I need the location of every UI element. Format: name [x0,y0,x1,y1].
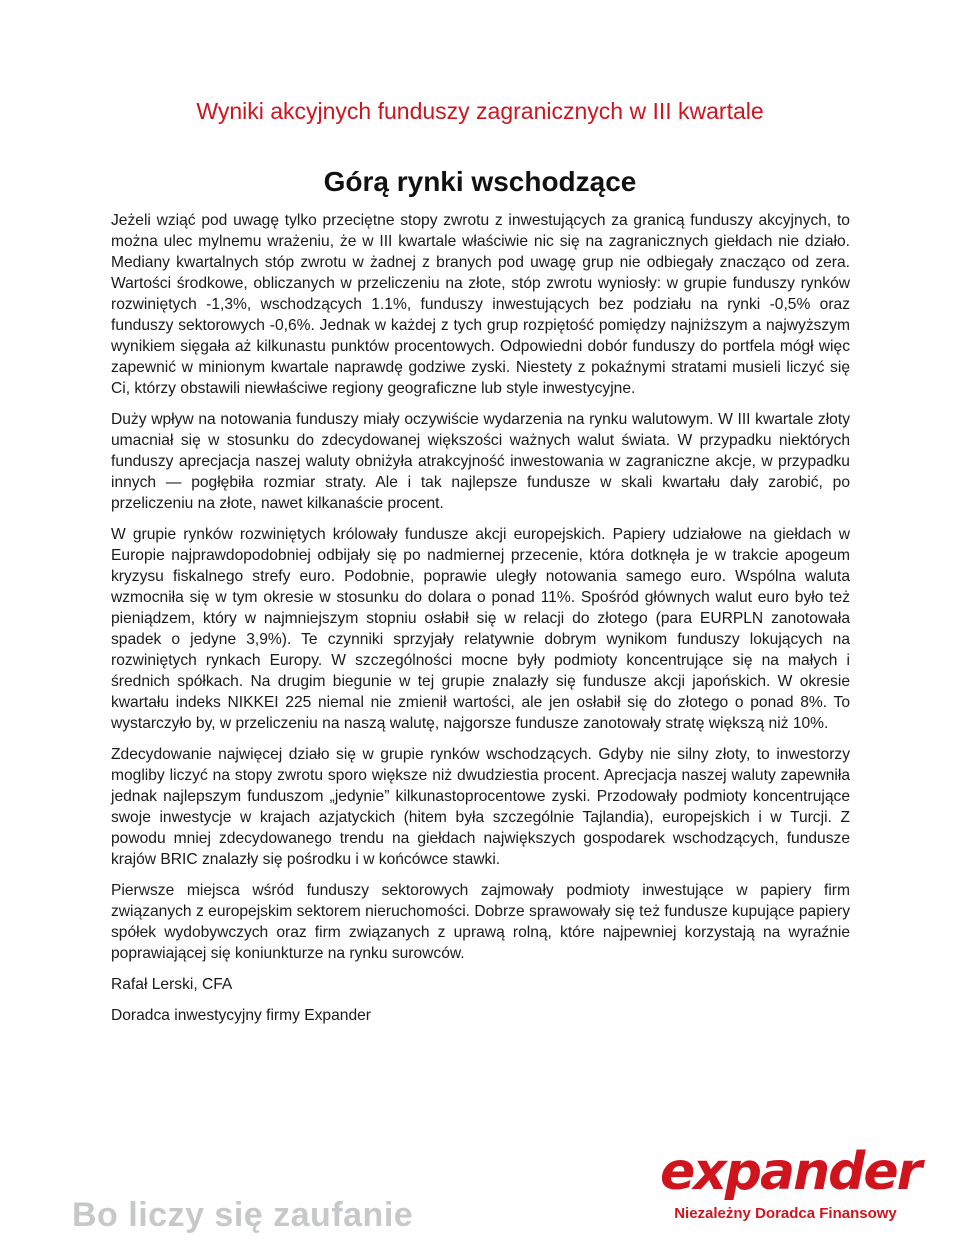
paragraph-3: W grupie rynków rozwiniętych królowały fundusze akcji europejskich. Papiery udziałowe na giełdach w Europie najprawdopodobniej odbijały się po nadmiernej przecenie, która dotknęła je w trakcie apogeum kryzysu fiskalnego strefy euro. Podobnie, poprawie uległy notowania samego euro. Wspólna waluta wzmocniła się w tym okresie w stosunku do dolara o ponad 11%. Spośród głównych walut euro było też pieniądzem, który w najmniejszym stopniu osłabił się w relacji do złotego (para EURPLN zanotowała spadek o jedyne 3,9%). Te czynniki sprzyjały relatywnie dobrym wynikom funduszy lokujących na rozwiniętych rynkach Europy. W szczególności mocne były podmioty koncentrujące się na małych i średnich spółkach. Na drugim biegunie w tej grupie znalazły się fundusze akcji japońskich. W okresie kwartału indeks NIKKEI 225 niemal nie zmienił wartości, ale jen osłabił się do złotego o ponad 8%. To wystarczyło by, w przeliczeniu na naszą walutę, najgorsze fundusze zanotowały stratę większą niż 10%. [111,526,850,732]
footer-tagline: Niezależny Doradca Finansowy [674,1205,897,1222]
logo-wordmark: expander [660,1142,921,1202]
paragraph-4: Zdecydowanie najwięcej działo się w grupie rynków wschodzących. Gdyby nie silny złoty, to inwestorzy mogliby liczyć na stopy zwrotu sporo większe niż dwudziestia procent. Aprecjacja naszej waluty zapewniła jednak najlepszym funduszom „jedynie” kilkunastoprocentowe zyski. Przodowały podmioty koncentrujące swoje inwestycje w krajach azjatyckich (hitem była szczególnie Tajlandia), europejskich i w Turcji. Z powodu mniej zdecydowanego trendu na giełdach największych gospodarek wschodzących, fundusze krajów BRIC znalazły się pośrodku i w końcówce stawki. [111,746,850,868]
paragraph-1: Jeżeli wziąć pod uwagę tylko przeciętne stopy zwrotu z inwestujących za granicą funduszy akcyjnych, to można ulec mylnemu wrażeniu, że w III kwartale właściwie nic się na zagranicznych giełdach nie działo. Mediany kwartalnych stóp zwrotu w żadnej z branych pod uwagę grup nie odbiegały znacząco od zera. Wartości środkowe, obliczanych w przeliczeniu na złote, stóp zwrotu wyniosły: w grupie funduszy rynków rozwiniętych -1,3%, wschodzących 1.1%, funduszy inwestujących bez podziału na rynki -0,5% oraz funduszy sektorowych -0,6%. Jednak w każdej z tych grup rozpiętość pomiędzy najniższym a najwyższym wynikiem sięgała aż kilkunastu punktów procentowych. Odpowiedni dobór funduszy do portfela mógł więc zapewnić w minionym kwartale naprawdę godziwe zyski. Niestety z pokaźnymi stratami musieli liczyć się Ci, którzy obstawili niewłaściwe regiony geograficzne lub style inwestycyjne. [111,212,850,397]
paragraph-2: Duży wpływ na notowania funduszy miały oczywiście wydarzenia na rynku walutowym. W III kwartale złoty umacniał się w stosunku do zdecydowanej większości ważnych walut świata. W przypadku niektórych funduszy aprecjacja naszej waluty obniżyła atrakcyjność inwestowania w zagraniczne akcje, w przypadku innych — pogłębiła rozmiar straty. Ale i tak najlepsze fundusze w skali kwartału dały zarobić, po przeliczeniu na złote, nawet kilkanaście procent. [111,411,850,512]
expander-logo [660,1142,921,1202]
header-title: Wyniki akcyjnych funduszy zagranicznych w III kwartale [196,98,764,124]
main-title: Górą rynki wschodzące [323,166,637,197]
footer-slogan: Bo liczy się zaufanie [72,1196,414,1234]
signature-role: Doradca inwestycyjny firmy Expander [111,1007,371,1024]
article-body [111,210,850,1036]
signature-name: Rafał Lerski, CFA [111,976,233,993]
paragraph-5: Pierwsze miejsca wśród funduszy sektorowych zajmowały podmioty inwestujące w papiery firm związanych z europejskim sektorem nieruchomości. Dobrze sprawowały się też fundusze kupujące papiery spółek wydobywczych oraz firm związanych z uprawą rolną, które najpewniej korzystają na wyraźnie poprawiającej się koniunkturze na rynku surowców. [111,882,850,962]
